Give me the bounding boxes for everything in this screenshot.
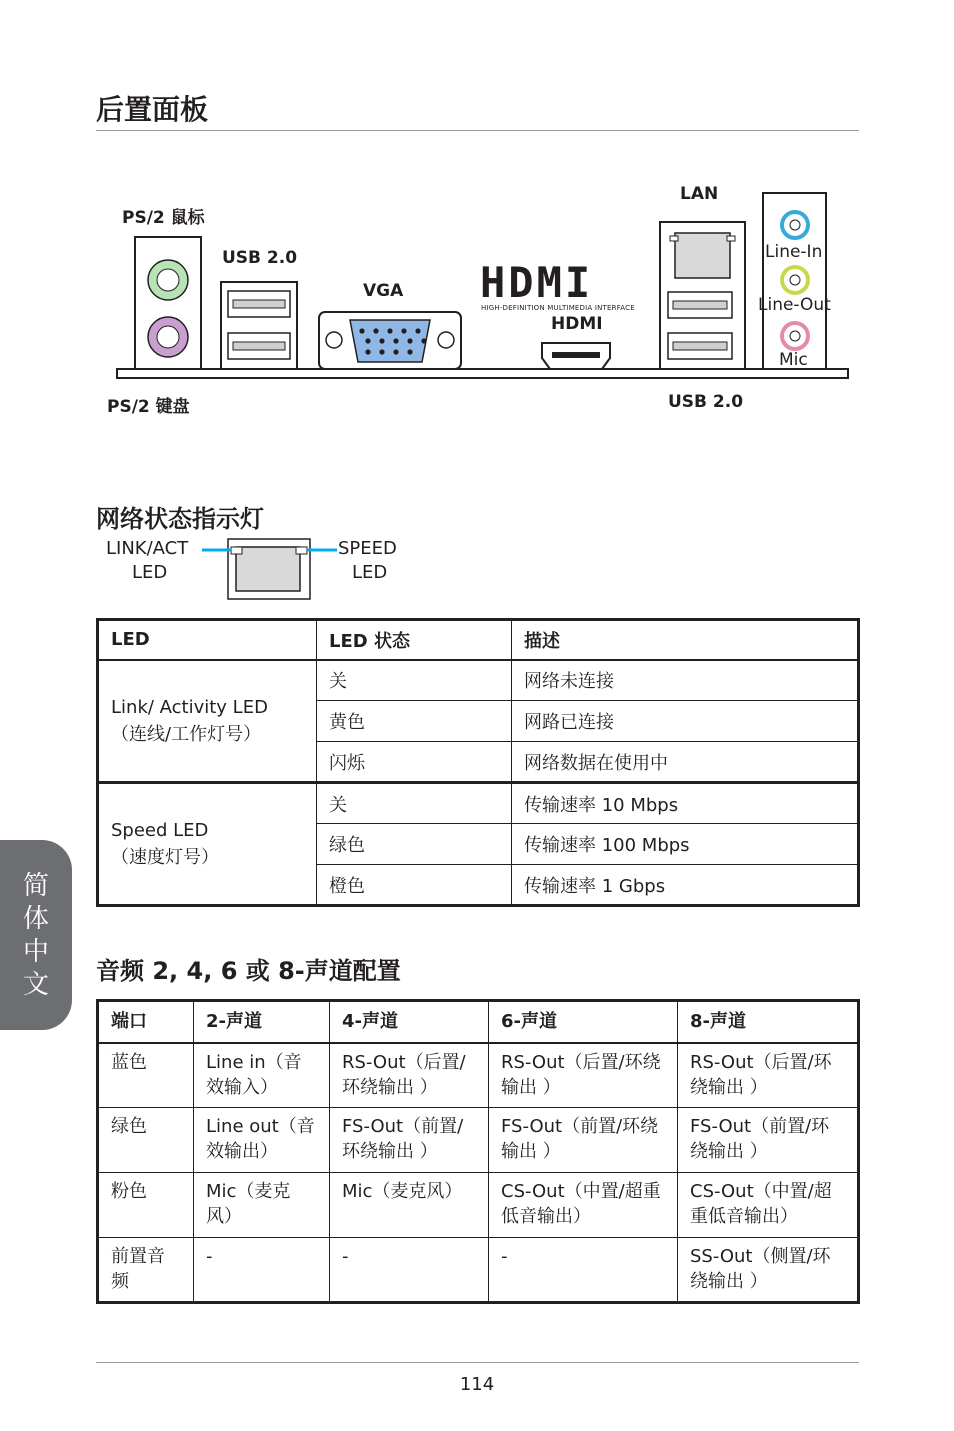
column-header: LED [98,620,317,660]
table-cell: Line in（音效输入） [194,1043,330,1108]
hdmi-tagline: HIGH-DEFINITION MULTIMEDIA INTERFACE [481,304,635,312]
column-header: 端口 [98,1001,194,1043]
language-tab-label: 简体中文 [22,871,49,1000]
table-row [98,1108,859,1173]
audio-config-table [96,999,860,1304]
column-header: 8-声道 [678,1001,859,1043]
table-cell: SS-Out（侧置/环绕输出 ） [678,1238,859,1303]
table-cell: FS-Out（前置/环绕输出 ） [489,1108,678,1173]
led-description: 网络未连接 [512,660,859,701]
link-act-label-line1: LINK/ACT [106,538,189,559]
led-name-cn: （速度灯号） [111,847,219,868]
table-cell: FS-Out（前置/环绕输出 ） [330,1108,489,1173]
column-header: 描述 [512,620,859,660]
speed-label-line2: LED [352,562,388,583]
table-row [98,1238,859,1303]
mic-label: Mic [779,350,808,370]
column-header: 6-声道 [489,1001,678,1043]
column-header: 4-声道 [330,1001,489,1043]
led-name: Speed LED [111,820,209,841]
hdmi-logo: HDMI [480,258,594,307]
footer-divider [96,1362,859,1363]
led-name-cn: （连线/工作灯号） [111,723,262,745]
table-cell: CS-Out（中置/超重低音输出） [678,1173,859,1238]
table-cell: Mic（麦克风） [194,1173,330,1238]
hdmi-label: HDMI [551,314,603,334]
usb-right-label: USB 2.0 [668,392,744,412]
link-act-label-line2: LED [132,562,168,583]
lan-port [675,233,730,278]
column-header: 2-声道 [194,1001,330,1043]
table-cell: FS-Out（前置/环绕输出 ） [678,1108,859,1173]
led-group-name [98,783,317,906]
led-description: 网络数据在使用中 [512,742,859,783]
table-cell: 前置音频 [98,1238,194,1303]
table-row [98,660,859,701]
line-in-label: Line-In [765,242,823,262]
led-status-table [96,618,860,907]
table-cell: - [194,1238,330,1303]
table-row [98,783,859,824]
lan-jack-drawing [100,535,420,605]
rear-panel-diagram [0,0,954,430]
table-header-row [98,1001,859,1043]
speed-label-line1: SPEED [338,538,397,559]
led-name: Link/ Activity LED [111,696,268,718]
io-base-plate [117,369,848,378]
table-row [98,1173,859,1238]
lan-led-diagram [100,535,420,605]
led-state: 闪烁 [317,742,512,783]
table-cell: 蓝色 [98,1043,194,1108]
led-state: 关 [317,660,512,701]
page-number: 114 [459,1374,495,1395]
table-cell: Line out（音效输出） [194,1108,330,1173]
led-description: 传输速率 10 Mbps [512,783,859,824]
ps2-mouse-label: PS/2 鼠标 [122,208,205,228]
led-group-name [98,660,317,783]
led-description: 传输速率 100 Mbps [512,824,859,865]
led-state: 黄色 [317,701,512,742]
led-description: 传输速率 1 Gbps [512,865,859,906]
table-row [98,1043,859,1108]
usb-left-label: USB 2.0 [222,248,298,268]
table-cell: RS-Out（后置/环绕输出 ） [678,1043,859,1108]
table-cell: RS-Out（后置/环绕输出 ） [489,1043,678,1108]
audio-section-title: 音频 2, 4, 6 或 8-声道配置 [96,957,401,985]
lan-label: LAN [680,184,719,204]
column-header: LED 状态 [317,620,512,660]
led-description: 网路已连接 [512,701,859,742]
table-cell: 粉色 [98,1173,194,1238]
table-cell: CS-Out（中置/超重低音输出） [489,1173,678,1238]
language-side-tab [0,840,72,1030]
led-section-title: 网络状态指示灯 [96,505,264,533]
table-cell: - [489,1238,678,1303]
line-out-label: Line-Out [758,295,831,315]
page-title: 后置面板 [96,93,209,126]
table-cell: 绿色 [98,1108,194,1173]
link-act-led [231,547,242,554]
table-cell: Mic（麦克风） [330,1173,489,1238]
table-cell: RS-Out（后置/环绕输出 ） [330,1043,489,1108]
led-state: 橙色 [317,865,512,906]
table-header-row [98,620,859,660]
vga-label: VGA [363,281,404,301]
speed-led [296,547,307,554]
ps2-keyboard-label: PS/2 键盘 [107,397,190,417]
led-state: 关 [317,783,512,824]
led-state: 绿色 [317,824,512,865]
table-cell: - [330,1238,489,1303]
